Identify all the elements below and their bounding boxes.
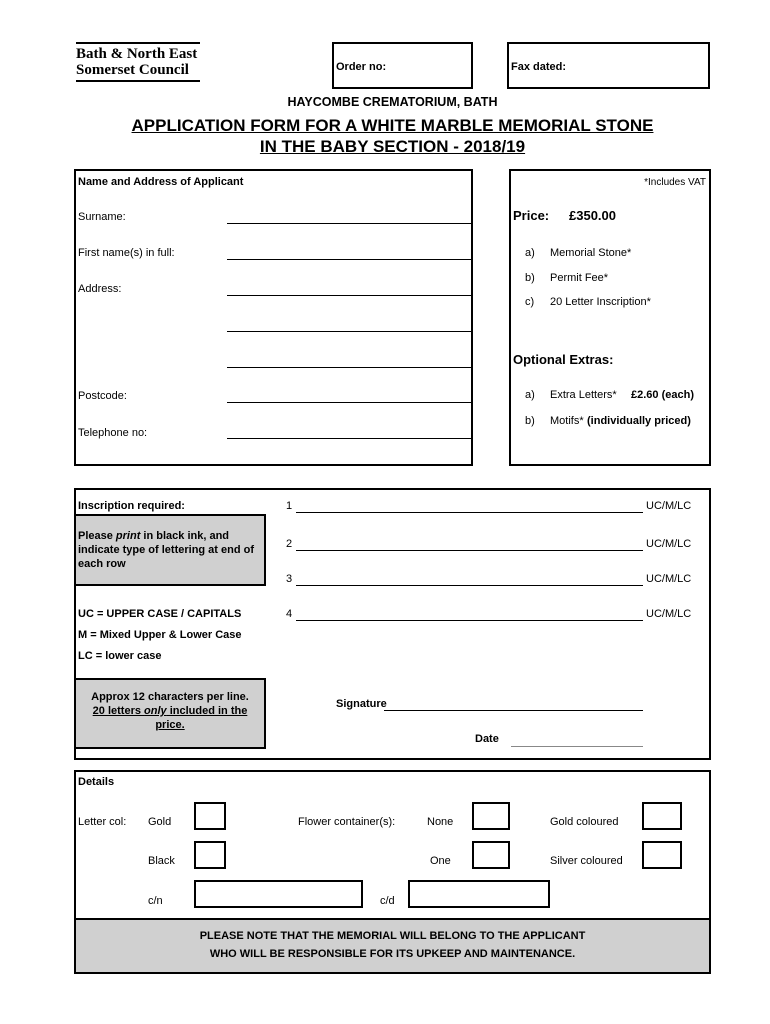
- postcode-line[interactable]: [227, 402, 472, 403]
- date-label: Date: [475, 733, 499, 745]
- note-line1: PLEASE NOTE THAT THE MEMORIAL WILL BELONG TO THE APPLICANT: [199, 930, 586, 942]
- inscription-row-number: 4: [286, 608, 293, 620]
- key-mixed-case: M = Mixed Upper & Lower Case: [78, 629, 242, 641]
- inscription-row-line[interactable]: [296, 585, 643, 586]
- flower-container-label: Flower container(s):: [298, 816, 396, 828]
- price-item-letter: a): [525, 247, 535, 259]
- price-section: [509, 169, 711, 466]
- price-item-letter: b): [525, 272, 535, 284]
- address-line-1[interactable]: [227, 295, 472, 296]
- extra-item-letter: a): [525, 389, 535, 401]
- gold-coloured-label: Gold coloured: [550, 816, 619, 828]
- vat-note: *Includes VAT: [644, 177, 706, 188]
- inscription-row-suffix: UC/M/LC: [646, 500, 692, 512]
- none-checkbox[interactable]: [472, 802, 510, 830]
- fax-dated-label: Fax dated:: [511, 61, 567, 73]
- instruction-text-b: print: [115, 530, 141, 542]
- price-item-text: Memorial Stone*: [550, 247, 632, 259]
- inscription-row-number: 2: [286, 538, 293, 550]
- one-label: One: [430, 855, 451, 867]
- cd-field[interactable]: [408, 880, 550, 908]
- surname-label: Surname:: [78, 211, 126, 223]
- inscription-row-line[interactable]: [296, 620, 643, 621]
- note-line2: WHO WILL BE RESPONSIBLE FOR ITS UPKEEP AND MAINTENANCE.: [209, 948, 576, 960]
- price-item-text: 20 Letter Inscription*: [550, 296, 651, 308]
- inscription-row-line[interactable]: [296, 550, 643, 551]
- inscription-row-number: 1: [286, 500, 293, 512]
- price-value: £350.00: [569, 208, 616, 223]
- inscription-row-suffix: UC/M/LC: [646, 608, 692, 620]
- silver-coloured-checkbox[interactable]: [642, 841, 682, 869]
- none-label: None: [427, 816, 454, 828]
- extra-item-text: Motifs*: [550, 415, 584, 427]
- gold-label: Gold: [148, 816, 172, 828]
- inscription-row-suffix: UC/M/LC: [646, 538, 692, 550]
- address-label: Address:: [78, 283, 122, 295]
- approx-line3: price.: [155, 719, 185, 731]
- first-names-label: First name(s) in full:: [78, 247, 175, 259]
- address-line-2[interactable]: [227, 331, 472, 332]
- inscription-section: [74, 488, 711, 760]
- approx-line2: 20 letters only included in the: [92, 705, 248, 717]
- print-instruction-box: [74, 514, 266, 586]
- telephone-line[interactable]: [227, 438, 472, 439]
- logo-line2: Somerset Council: [76, 62, 189, 78]
- order-no-label: Order no:: [336, 61, 387, 73]
- extra-item-text: Extra Letters*: [550, 389, 617, 401]
- one-checkbox[interactable]: [472, 841, 510, 869]
- crematorium-heading: HAYCOMBE CREMATORIUM, BATH: [287, 95, 498, 109]
- extra-item-price: £2.60 (each): [631, 389, 694, 401]
- applicant-heading: Name and Address of Applicant: [78, 176, 244, 188]
- surname-line[interactable]: [227, 223, 472, 224]
- black-checkbox[interactable]: [194, 841, 226, 869]
- date-line[interactable]: [511, 746, 643, 747]
- gold-checkbox[interactable]: [194, 802, 226, 830]
- details-section: [74, 770, 711, 974]
- address-line-3[interactable]: [227, 367, 472, 368]
- postcode-label: Postcode:: [78, 390, 127, 402]
- instruction-text-c: in black ink, and indicate type of lettering at end of each row: [78, 530, 255, 570]
- telephone-label: Telephone no:: [78, 427, 148, 439]
- approx-line1: Approx 12 characters per line.: [91, 691, 249, 703]
- extra-item-price: (individually priced): [587, 415, 691, 427]
- cn-label: c/n: [148, 895, 163, 907]
- instruction-text-a: Please: [78, 530, 116, 542]
- approx-characters-box: [74, 678, 266, 749]
- details-heading: Details: [78, 776, 115, 788]
- page-title-line1: APPLICATION FORM FOR A WHITE MARBLE MEMORIAL STONE: [131, 116, 654, 135]
- letter-colour-label: Letter col:: [78, 816, 127, 828]
- key-upper-case: UC = UPPER CASE / CAPITALS: [78, 608, 242, 620]
- first-names-line[interactable]: [227, 259, 472, 260]
- council-logo: [76, 42, 206, 82]
- silver-coloured-label: Silver coloured: [550, 855, 623, 867]
- extras-heading: Optional Extras:: [513, 352, 614, 367]
- extra-item-letter: b): [525, 415, 535, 427]
- applicant-section: [74, 169, 473, 466]
- order-no-box[interactable]: [332, 42, 473, 89]
- cd-label: c/d: [380, 895, 395, 907]
- inscription-row-suffix: UC/M/LC: [646, 573, 692, 585]
- fax-dated-box[interactable]: [507, 42, 710, 89]
- signature-line[interactable]: [384, 710, 643, 711]
- price-label: Price:: [513, 208, 550, 223]
- inscription-heading: Inscription required:: [78, 500, 185, 512]
- cn-field[interactable]: [194, 880, 363, 908]
- page-title-line2: IN THE BABY SECTION - 2018/19: [259, 137, 526, 156]
- inscription-row-line[interactable]: [296, 512, 643, 513]
- signature-label: Signature: [336, 698, 387, 710]
- price-item-letter: c): [525, 296, 535, 308]
- black-label: Black: [148, 855, 175, 867]
- price-item-text: Permit Fee*: [550, 272, 609, 284]
- responsibility-note: [76, 918, 709, 972]
- key-lower-case: LC = lower case: [78, 650, 162, 662]
- inscription-row-number: 3: [286, 573, 293, 585]
- gold-coloured-checkbox[interactable]: [642, 802, 682, 830]
- logo-line1: Bath & North East: [76, 46, 198, 62]
